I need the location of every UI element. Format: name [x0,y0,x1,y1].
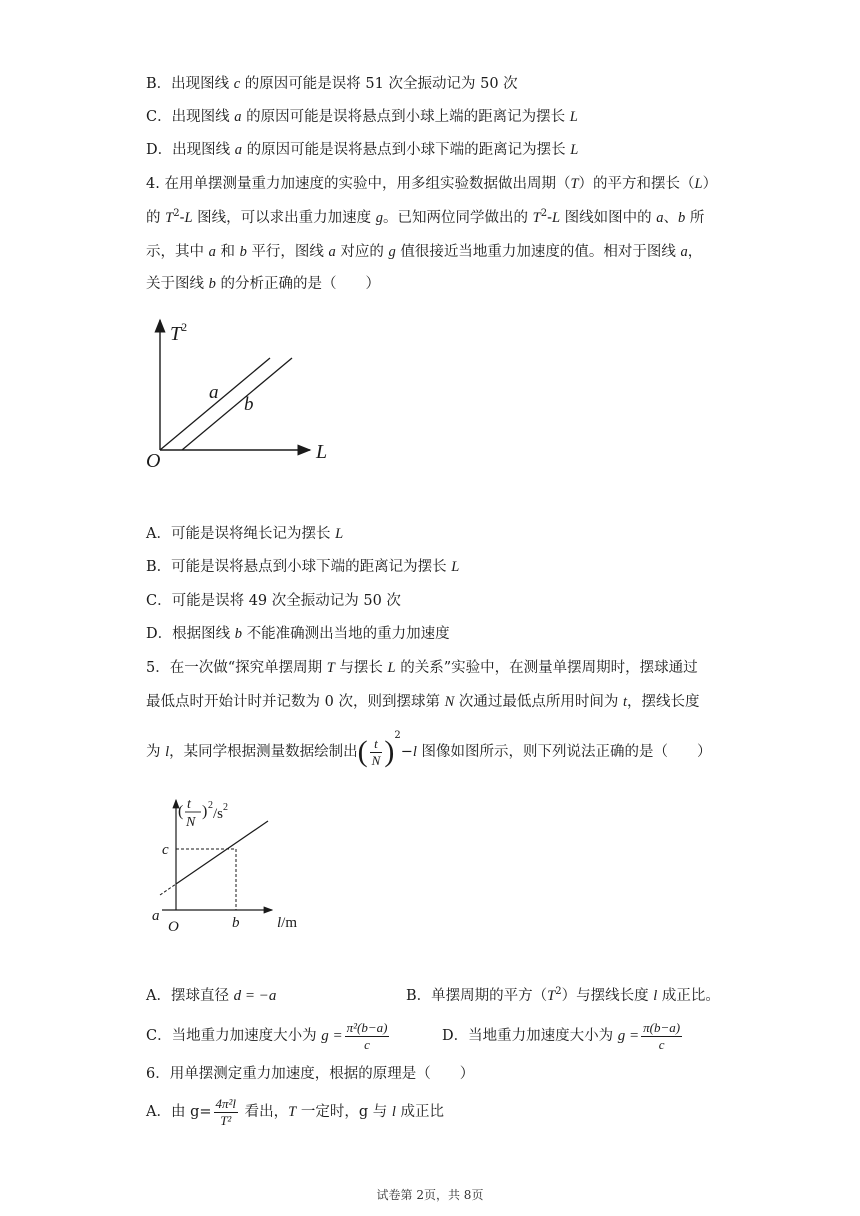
q5-label-b: b [232,915,240,931]
q4-option-b: B．可能是误将悬点到小球下端的距离记为摆长 L [146,559,460,575]
q4-stem-line-3: 示，其中 a 和 b 平行，图线 a 对应的 g 值很接近当地重力加速度的值。相对于图线 a， [146,244,703,260]
q4-origin-label: O [146,450,161,472]
q5-y-label-paren-open: ( [178,803,184,820]
q5-stem-line-2: 最低点时开始计时并记数为 0 次，则到摆球第 N 次通过最低点所用时间为 t，摆线长度 [146,694,700,710]
q4-stem-line-4: 关于图线 b 的分析正确的是（ ） [146,276,380,292]
q4-label-a: a [209,382,219,403]
q5-x-label: l/m [277,915,298,931]
q5-fit-line [176,821,268,884]
q5-y-label-paren-close: ) [202,803,208,820]
q5-y-label-den: N [186,815,196,830]
q4-figure [140,310,340,475]
q3-option-c: C．出现图线 a 的原因可能是误将悬点到小球上端的距离记为摆长 L [146,109,578,125]
q4-y-label: $T^2$ [170,320,188,345]
q6-stem: 6．用单摆测定重力加速度，根据的原理是（ ） [146,1066,475,1082]
q5-option-c: C．当地重力加速度大小为 g = $\frac{\text{π²(b−a)}}{c}$ [146,1019,388,1052]
q5-option-d: D．当地重力加速度大小为 g = $\frac{\pi(b-a)}{c}$ [442,1019,681,1052]
q5-option-b: B．单摆周期的平方$(T^2)$与摆线长度 l 成正比。 [406,986,720,1004]
q6-option-a-fraction: $\frac{\text{4π²l}}{\text{T²}}$ [215,1095,237,1128]
q4-option-c: C．可能是误将 49 次全振动记为 50 次 [146,593,401,609]
q6-option-a: A．由 g= $\frac{\text{4π²l}}{\text{T²}}$ 看出，T 一定时，g 与 l 成正比 [146,1095,444,1128]
q4-stem-line-2: 的 $T^2-L$ 图线，可以求出重力加速度 g。已知两位同学做出的 $T^2-L$ 图线如图中的 a、b 所 [146,208,705,226]
q4-stem-line-1: 4. 在用单摆测量重力加速度的实验中，用多组实验数据做出周期（T）的平方和摆长（L） [146,176,718,192]
q5-stem-fraction: $\frac{t}{N}$ [371,735,381,768]
q4-x-label: L [316,441,328,463]
q5-extrapolation [160,884,176,895]
q5-origin-label: O [168,919,179,935]
q5-option-c-fraction: $\frac{\text{π²(b−a)}}{c}$ [346,1019,388,1052]
q4-option-a: A．可能是误将绳长记为摆长 L [146,526,344,542]
page-footer: 试卷第 2页，共 8页 [376,1188,484,1202]
q5-y-label-unit: $2/s^2$ [208,800,229,822]
q5-label-c: c [162,842,169,858]
q5-label-a: a [152,908,160,924]
q5-stem-line-3: 为 l，某同学根据测量数据绘制出( $\frac{t}{N}$ )$^2$−l 图像如图所示，则下列说法正确的是（ ） [146,730,712,768]
q4-line-a [160,358,270,450]
q3-option-b: B．出现图线 c 的原因可能是误将 51 次全振动记为 50 次 [146,76,518,92]
q5-figure [140,788,320,938]
q4-option-d: D．根据图线 b 不能准确测出当地的重力加速度 [146,626,450,642]
q5-y-label-num: t [187,797,191,812]
q5-stem-line-1: 5．在一次做“探究单摆周期 T 与摆长 L 的关系”实验中，在测量单摆周期时，摆球通过 [146,660,698,676]
q5-option-a: A．摆球直径 d = −a [146,988,277,1004]
q5-option-d-fraction: $\frac{\pi(b-a)}{c}$ [643,1019,681,1052]
q3-option-d: D．出现图线 a 的原因可能是误将悬点到小球下端的距离记为摆长 L [146,142,579,158]
q4-label-b: b [244,394,254,415]
q4-line-b [182,358,292,450]
